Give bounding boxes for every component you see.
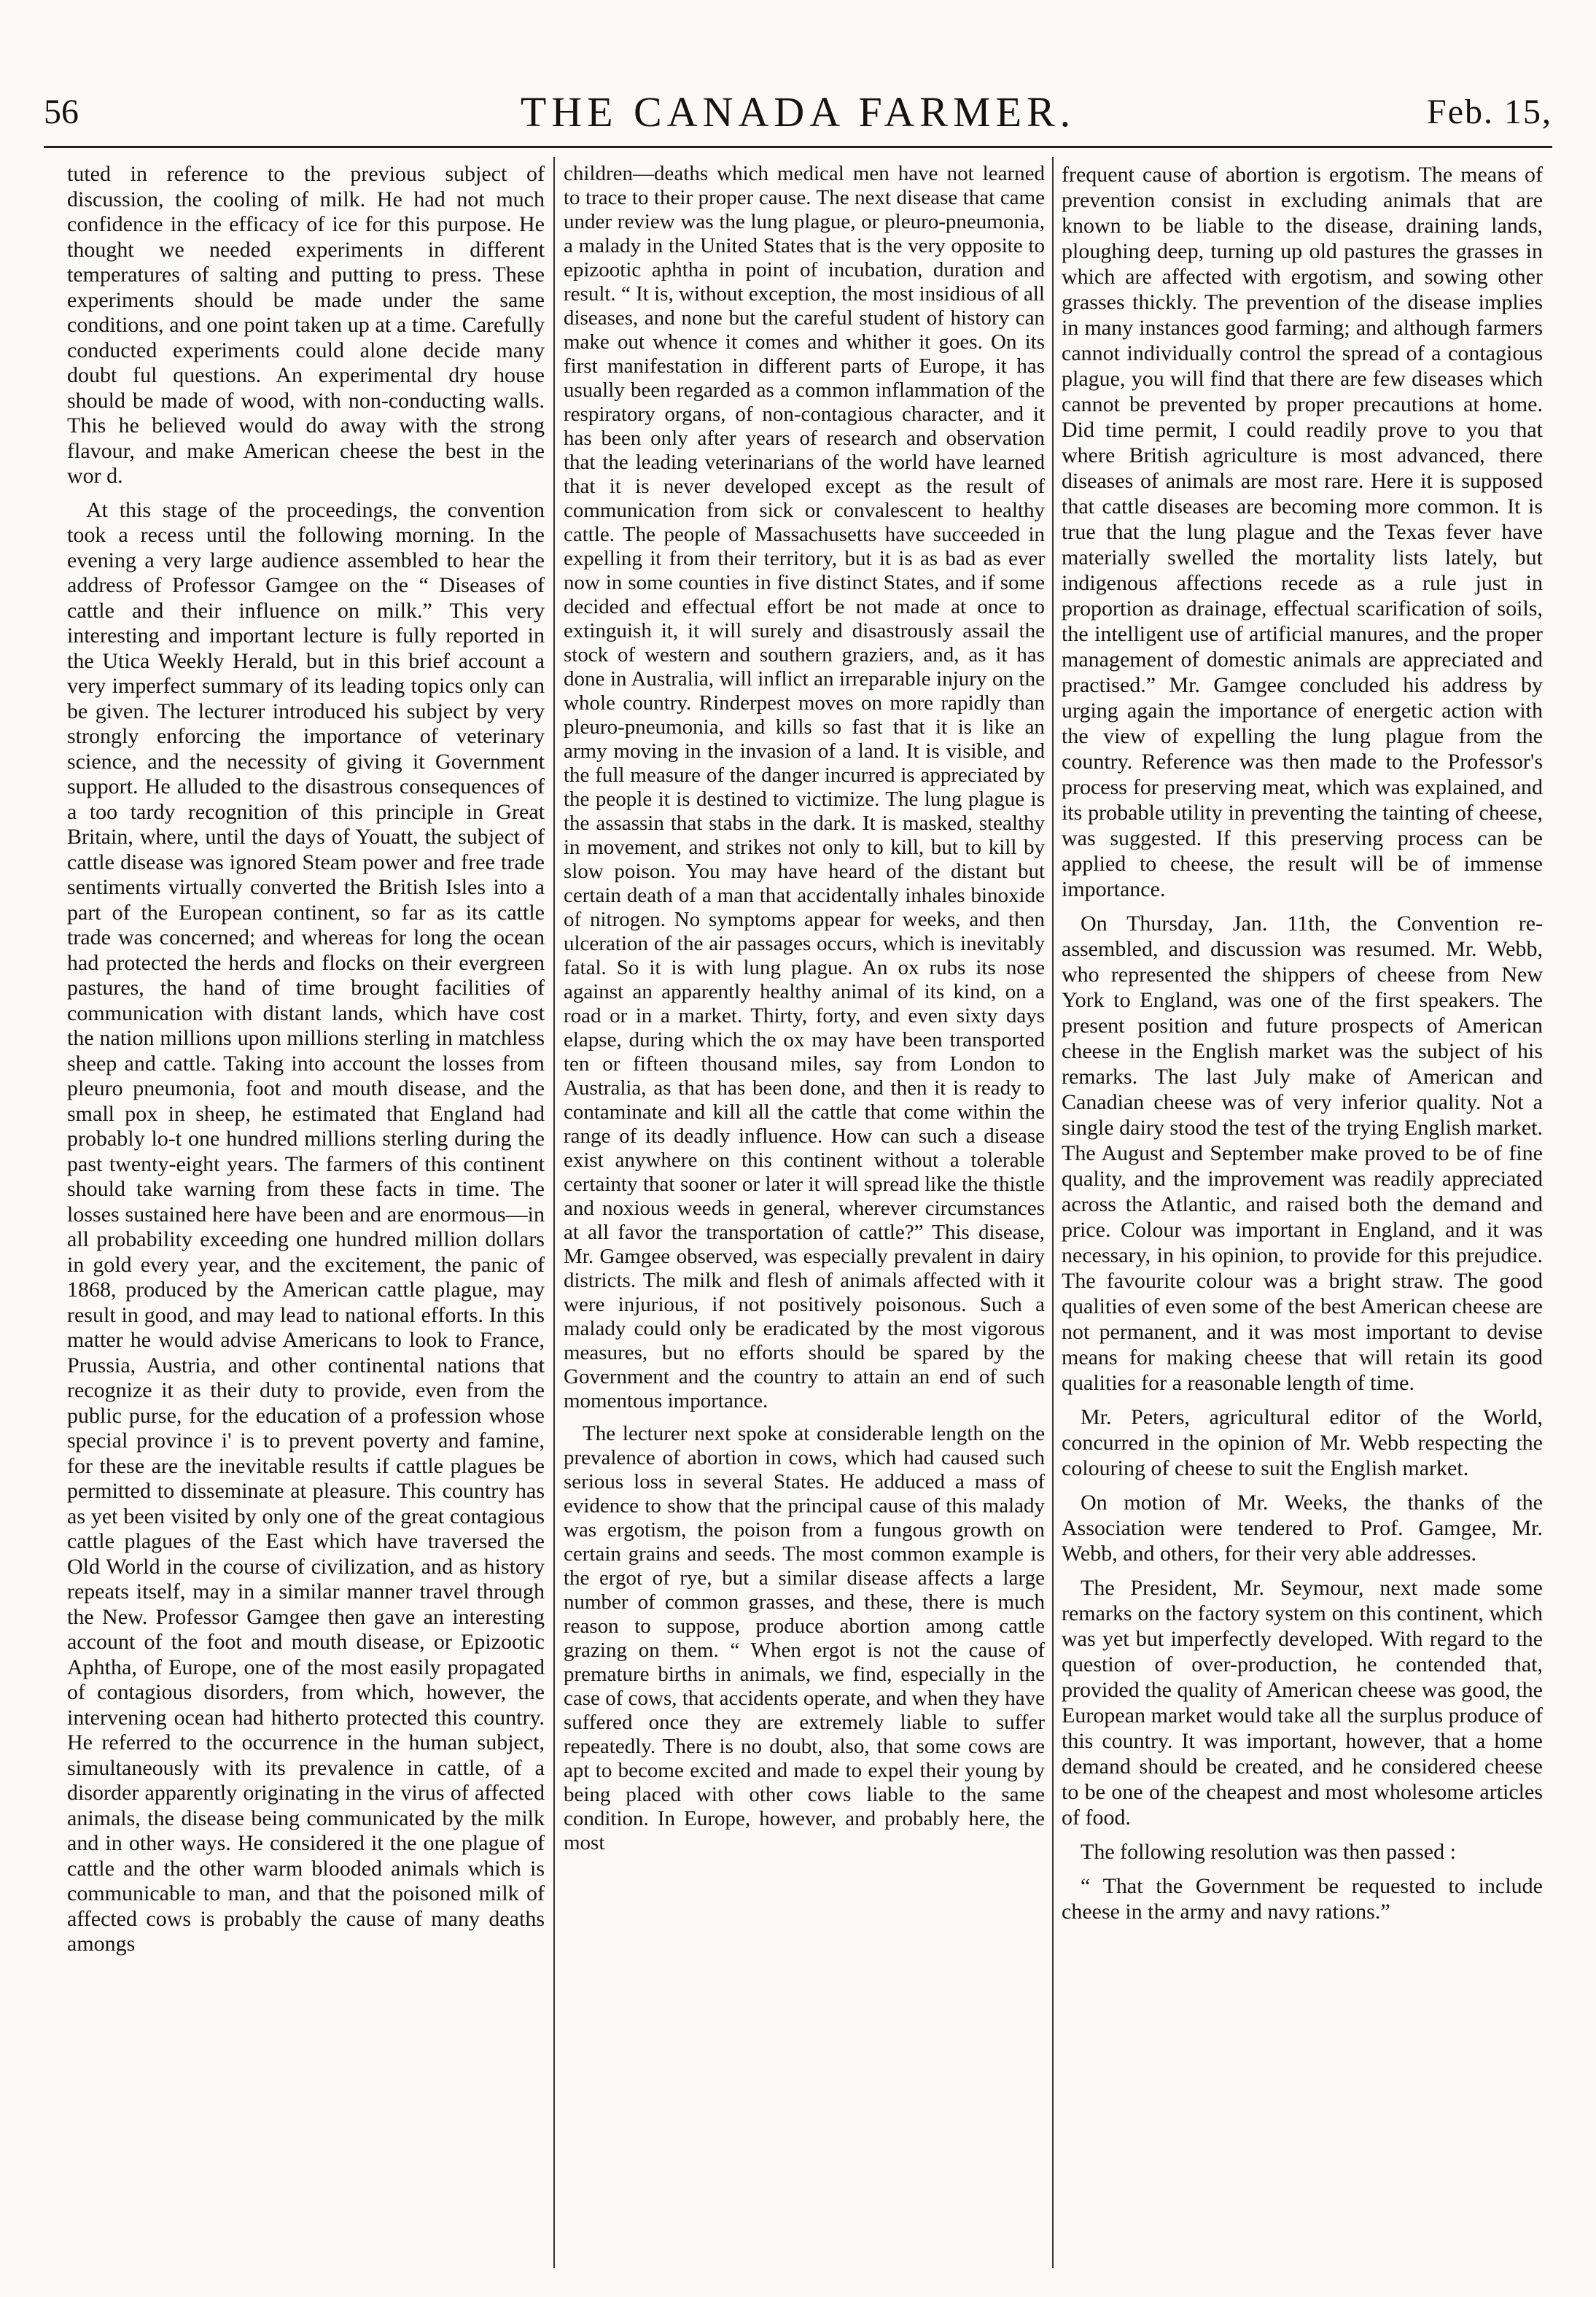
issue-date: Feb. 15, <box>1427 93 1552 131</box>
column-1 <box>67 162 545 2262</box>
paragraph: The lecturer next spoke at considerable length on the prevalence of abortion in cows, which had caused such serious loss in several States. He adduced a mass of evidence to show that the principal cause of this malady was ergotism, the poison from a fungous growth on certain grains and seeds. The most common example is the ergot of rye, but a similar disease affects a large number of common grasses, and these, there is much reason to suppose, produce abortion among cattle grazing on them. “ When ergot is not the cause of premature births in animals, we find, especially in the case of cows, that accidents operate, and when they have suffered once they are extremely liable to suffer repeatedly. There is no doubt, also, that some cows are apt to become excited and made to expel their young by being placed with other cows liable to the same condition. In Europe, however, and probably here, the most <box>564 1422 1045 1854</box>
paragraph: On motion of Mr. Weeks, the thanks of the Association were tendered to Prof. Gamgee, Mr. Webb, and others, for their very able addresses. <box>1062 1490 1543 1566</box>
paragraph: The President, Mr. Seymour, next made some remarks on the factory system on this continent, which was yet but imperfectly developed. With regard to the question of over-production, he contended that, provided the quality of American cheese was good, the European market would take all the surplus produce of this country. It was important, however, that a home demand should be created, and he considered cheese to be one of the cheapest and most wholesome articles of food. <box>1062 1576 1543 1830</box>
column-3 <box>1062 162 1543 2262</box>
paragraph: frequent cause of abortion is ergotism. The means of prevention consist in excluding animals that are known to be liable to the disease, draining lands, ploughing deep, turning up old pastures the grasses in which are affected with ergotism, and sowing other grasses thickly. The prevention of the disease implies in many instances good farming; and although farmers cannot individually control the spread of a contagious plague, you will find that there are few diseases which cannot be prevented by proper precautions at home. Did time permit, I could readily prove to you that where British agriculture is most advanced, there diseases of animals are most rare. Here it is supposed that cattle diseases are becoming more common. It is true that the lung plague and the Texas fever have materially swelled the mortality lists lately, but indigenous affections recede as a rule just in proportion as drainage, effectual scarification of soils, the intelligent use of artificial manures, and the proper management of domestic animals are appreciated and practised.” Mr. Gamgee concluded his address by urging again the importance of energetic action with the view of expelling the lung plague from the country. Reference was then made to the Professor's process for preserving meat, which was explained, and its probable utility in preventing the tainting of cheese, was suggested. If this preserving process can be applied to cheese, the result will be of immense importance. <box>1062 163 1543 901</box>
paragraph: “ That the Government be requested to include cheese in the army and navy rations.” <box>1062 1874 1543 1924</box>
paragraph: children—deaths which medical men have not learned to trace to their proper cause. The next disease that came under review was the lung plague, or pleuro-pneumonia, a malady in the United States that is the very opposite to epizootic aphtha in point of incubation, duration and result. “ It is, without exception, the most insidious of all diseases, and none but the careful student of history can make out whence it comes and whither it goes. On its first manifestation in different parts of Europe, it has usually been regarded as a common inflammation of the respiratory organs, of non-contagious character, and it has been only after years of research and observation that the leading veterinarians of the world have learned that it is never developed except as the result of communication from sick or convalescent to healthy cattle. The people of Massachusetts have succeeded in expelling it from their territory, but it is as bad as ever now in some counties in five distinct States, and if some decided and effectual effort be not made at once to extinguish it, it will surely and disastrously assail the stock of western and southern graziers, and, as it has done in Australia, will inflict an irreparable injury on the whole country. Rinderpest moves on more rapidly than pleuro-pneumonia, and kills so fast that it is like an army moving in the invasion of a land. It is visible, and the full measure of the danger incurred is appreciated by the people it is destined to victimize. The lung plague is the assassin that stabs in the dark. It is masked, stealthy in movement, and strikes not only to kill, but to kill by slow poison. You may have heard of the distant but certain death of a man that accidentally inhales binoxide of nitrogen. No symptoms appear for weeks, and then ulceration of the air passages occurs, which is inevitably fatal. So it is with lung plague. An ox rubs its nose against an apparently healthy animal of its kind, on a road or in a market. Thirty, forty, and even sixty days elapse, during which the ox may have been transported ten or fifteen thousand miles, say from London to Australia, as that has been done, and then it is ready to contaminate and kill all the cattle that come within the range of its deadly influence. How can such a disease exist anywhere on this continent without a tolerable certainty that sooner or later it will spread like the thistle and noxious weeds in general, wherever circumstances at all favor the transportation of cattle?” This disease, Mr. Gamgee observed, was especially prevalent in dairy districts. The milk and flesh of animals affected with it were injurious, if not positively poisonous. Such a malady could only be eradicated by the most vigorous measures, but no efforts should be spared by the Government and the country to attain an end of such momentous importance. <box>564 162 1045 1412</box>
paragraph: The following resolution was then passed : <box>1081 1840 1456 1864</box>
paragraph: tuted in reference to the previous subject of discussion, the cooling of milk. He had not much confidence in the efficacy of ice for this purpose. He thought we needed experiments in different temperatures of salting and putting to press. These experiments should be made under the same conditions, and one point taken up at a time. Carefully conducted experiments could alone decide many doubt ful questions. An experimental dry house should be made of wood, with non-conducting walls. This he believed would do away with the strong flavour, and make American cheese the best in the wor d. <box>67 162 545 488</box>
column-divider <box>553 157 555 2268</box>
page-header <box>44 88 1552 146</box>
page-number: 56 <box>44 93 79 131</box>
header-rule <box>44 146 1552 148</box>
column-2 <box>564 162 1045 2262</box>
paragraph: Mr. Peters, agricultural editor of the World, concurred in the opinion of Mr. Webb respecting the colouring of cheese to suit the English market. <box>1062 1405 1543 1480</box>
column-divider <box>1052 157 1054 2268</box>
paragraph: On Thursday, Jan. 11th, the Convention re-assembled, and discussion was resumed. Mr. Webb, who represented the shippers of cheese from New York to England, was one of the first speakers. The present position and future prospects of American cheese in the English market was the subject of his remarks. The last July make of American and Canadian cheese was of very inferior quality. Not a single dairy stood the test of the trying English market. The August and September make proved to be of fine quality, and the improvement was readily appreciated across the Atlantic, and raised both the demand and price. Colour was important in England, and it was necessary, in his opinion, to provide for this prejudice. The favourite colour was a bright straw. The good qualities of even some of the best American cheese are not permanent, and it was most important to devise means for making cheese that will retain its good qualities for a reasonable length of time. <box>1062 912 1543 1395</box>
masthead-title: THE CANADA FARMER. <box>520 88 1076 136</box>
paragraph: At this stage of the proceedings, the convention took a recess until the following morning. In the evening a very large audience assembled to hear the address of Professor Gamgee on the “ Diseases of cattle and their influence on milk.” This very interesting and important lecture is fully reported in the Utica Weekly Herald, but in this brief account a very imperfect summary of its leading topics only can be given. The lecturer introduced his subject by very strongly enforcing the importance of veterinary science, and the necessity of giving it Government support. He alluded to the disastrous consequences of a too tardy recognition of this principle in Great Britain, where, until the days of Youatt, the subject of cattle disease was ignored Steam power and free trade sentiments virtually converted the British Isles into a part of the European continent, so far as its cattle trade was concerned; and whereas for long the ocean had protected the herds and flocks on their evergreen pastures, the hand of time brought facilities of communication with distant lands, which have cost the nation millions upon millions sterling in matchless sheep and cattle. Taking into account the losses from pleuro pneumonia, foot and mouth disease, and the small pox in sheep, he estimated that England had probably lo-t one hundred millions sterling during the past twenty-eight years. The farmers of this continent should take warning from these facts in time. The losses sustained here have been and are enormous—in all probability exceeding one hundred million dollars in gold every year, and the excitement, the panic of 1868, produced by the American cattle plague, may result in good, and may lead to national efforts. In this matter he would advise Americans to look to France, Prussia, Austria, and other continental nations that recognize it as their duty to provide, even from the public purse, for the education of a profession whose special province i' is to prevent poverty and famine, for these are the inevitable results if cattle plagues be permitted to disseminate at pleasure. This country has as yet been visited by only one of the great contagious cattle plagues of the East which have traversed the Old World in the course of civilization, and as history repeats itself, may in a similar manner travel through the New. Professor Gamgee then gave an interesting account of the foot and mouth disease, or Epizootic Aphtha, of Europe, one of the most easily propagated of contagious disorders, from which, however, the intervening ocean had hitherto protected this country. He referred to the occurrence in the human subject, simultaneously with its prevalence in cattle, of a disorder apparently originating in the virus of affected animals, the disease being communicated by the milk and in other ways. He considered it the one plague of cattle and the other warm blooded animals which is communicable to man, and that the poisoned milk of affected cows is probably the cause of many deaths amongs <box>67 497 545 1956</box>
